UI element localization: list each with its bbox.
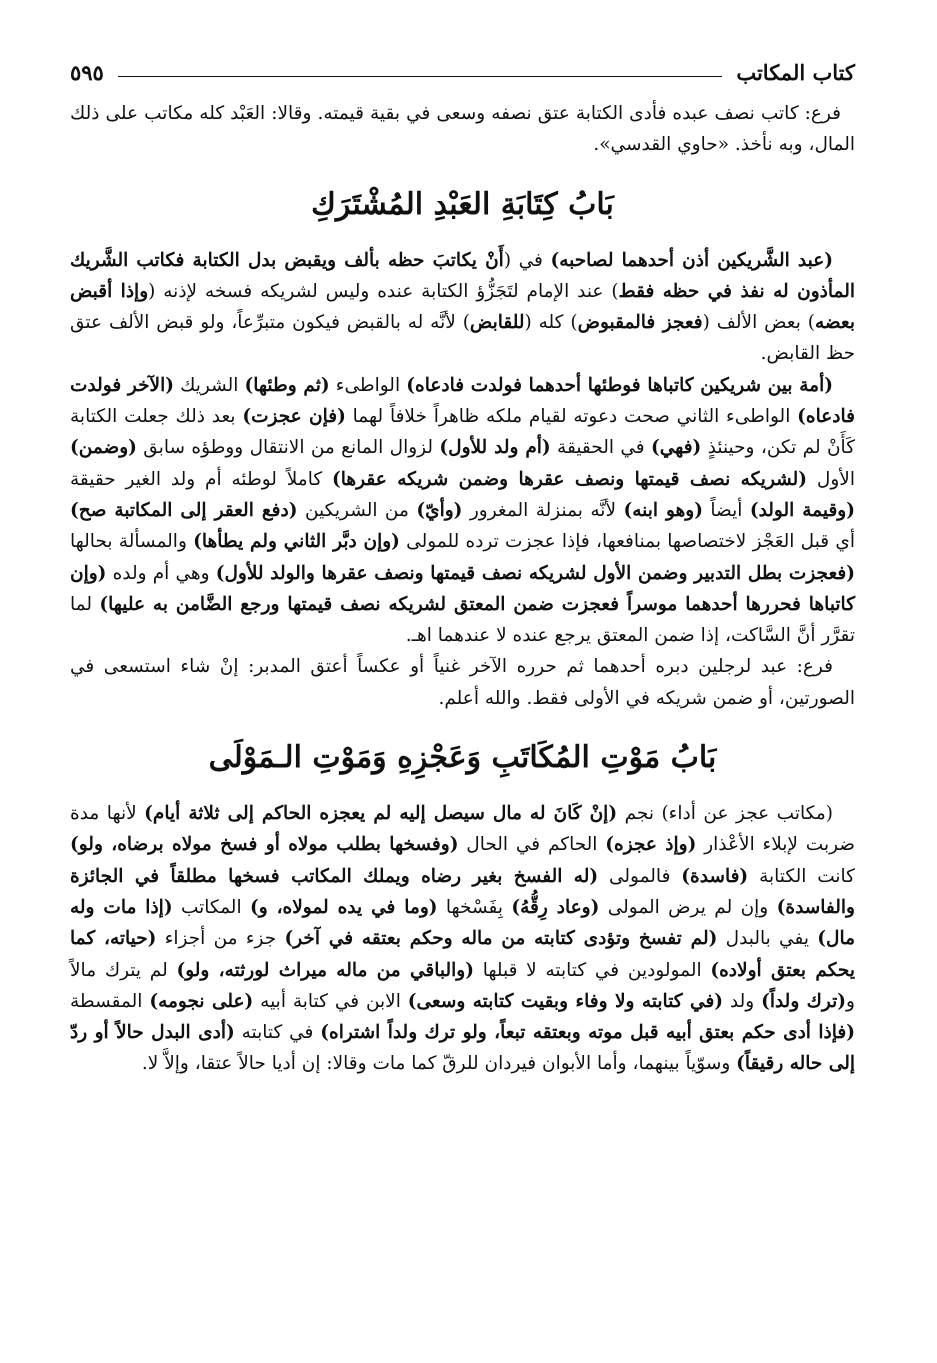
bold-text-run: (وقيمة الولد) bbox=[749, 499, 855, 521]
section1-note: فرع: عبد لرجلين دبره أحدهما ثم حرره الآخر غنياً أو عكساً أعتق المدبر: إنْ شاء استسعى في الصورتين، أو ضمن شريكه في الأولى فقط. والله أعلم. bbox=[70, 656, 855, 709]
book-title: كتاب المكاتب bbox=[736, 59, 855, 85]
bold-text-run: أَنْ يكاتبَ حظه بألف ويقبض بدل الكتابة فكاتب الشَّريك المأذون له نفذ في حظه فقط bbox=[70, 249, 855, 302]
bold-text-run: (في كتابته ولا وفاء وبقيت كتابته وسعى) bbox=[407, 990, 724, 1012]
page-number: ٥٩٥ bbox=[70, 59, 104, 85]
text-run: الشريك bbox=[173, 374, 245, 396]
bold-text-run: (حياته، كما يحكم بعتق أولاده) bbox=[70, 928, 855, 981]
text-run: من الشريكين bbox=[297, 499, 417, 521]
bold-text-run: (عبد الشَّريكين أذن أحدهما لصاحبه) bbox=[550, 249, 833, 271]
section2-paragraph-1 bbox=[70, 798, 855, 1080]
text-run: الحاكم في الحال bbox=[458, 834, 606, 856]
text-run: بعد ذلك جعلت الكتابة كَأَنْ لم تكن، وحينئذٍ bbox=[70, 406, 855, 459]
text-run: ) كله ( bbox=[524, 312, 578, 334]
text-run: كانت الكتابة bbox=[748, 865, 855, 887]
section1-paragraph-2 bbox=[70, 370, 855, 652]
bold-text-run: للقابض bbox=[469, 312, 525, 334]
bold-text-run: (إنْ كَانَ له مال سيصل إليه لم يعجزه الحاكم إلى ثلاثة أيام) bbox=[144, 803, 618, 825]
running-head bbox=[70, 52, 855, 92]
text-run: أي قبل العَجْز لاختصاصها بمنافعها، فإذا عجزت ترده للمولى bbox=[399, 531, 855, 553]
bold-text-run: (وأيّ) bbox=[416, 499, 463, 521]
text-run: لم يترك مالاً و bbox=[70, 959, 855, 1012]
bold-text-run: (فإذا أدى حكم بعتق أبيه قبل موته وبعتقه تبعاً، ولو ترك ولداً اشتراه) bbox=[320, 1022, 855, 1044]
text-run: ولد bbox=[723, 990, 762, 1012]
bold-text-run: (فاسدة) bbox=[681, 865, 749, 887]
bold-text-run: (لم تفسخ وتؤدى كتابته من ماله وحكم بعتقه في آخر) bbox=[284, 928, 718, 950]
bold-text-run: (أدى البدل حالاً أو ردّ إلى حاله رقيقاً) bbox=[70, 1022, 855, 1075]
text-run: المولودين في كتابته لا قبلها bbox=[473, 959, 711, 981]
text-run: المكاتب bbox=[172, 896, 250, 918]
bold-text-run: (أمة بين شريكين كاتباها فوطئها أحدهما فولدت فادعاه) bbox=[406, 374, 833, 396]
section1-paragraph-1 bbox=[70, 245, 855, 370]
bold-text-run: (له الفسخ بغير رضاه ويملك المكاتب فسخها مطلقاً في الجائزة والفاسدة) bbox=[70, 865, 855, 918]
bold-text-run: (فإن عجزت) bbox=[242, 406, 346, 428]
intro-note: فرع: كاتب نصف عبده فأدى الكتابة عتق نصفه وسعى في بقية قيمته. وقالا: العَبْد كله مكاتب على ذلك المال، وبه نأخذ. «حاوي القدسي». bbox=[70, 103, 855, 156]
text-run: جزء من أجزاء bbox=[156, 928, 285, 950]
text-run: وهي أم ولده bbox=[106, 562, 216, 584]
text-run: يفي بالبدل bbox=[717, 928, 818, 950]
text-run: (مكاتب عجز عن أداء) bbox=[661, 803, 833, 825]
bold-text-run: (الآخر فولدت فادعاه) bbox=[70, 374, 855, 428]
bold-text-run: وإذا أقبض بعضه bbox=[70, 280, 855, 334]
bold-text-run: (دفع العقر إلى المكاتبة صح) bbox=[70, 499, 298, 521]
text-run: وسوّياً بينهما، وأما الأبوان فيردان للرقّ كما مات وقالا: إن أديا حالاً عتقا، وإلاَّ لا. bbox=[141, 1053, 737, 1075]
bold-text-run: (فعجزت بطل التدبير وضمن الأول لشريكه نصف قيمتها ونصف عقرها والولد للأول) bbox=[215, 562, 855, 584]
bold-text-run: (فهي) bbox=[651, 437, 702, 459]
page-content bbox=[70, 98, 855, 1080]
text-run: أيضاً bbox=[702, 499, 750, 521]
text-run: لزوال المانع من الانتقال ووطؤه سابق bbox=[136, 437, 440, 459]
bold-text-run: (أم ولد للأول) bbox=[439, 437, 551, 459]
bold-text-run: (وإذ عجزه) bbox=[605, 834, 697, 856]
text-run: وإن لم يرض المولى bbox=[599, 896, 777, 918]
text-run: الواطىء bbox=[329, 374, 407, 396]
text-run: والمسألة بحالها bbox=[70, 531, 194, 553]
text-run: كاملاً لوطئه أم ولد الغير حقيقة bbox=[70, 468, 333, 490]
bold-text-run: (وفسخها بطلب مولاه أو فسخ مولاه برضاه، ولو) bbox=[70, 834, 459, 856]
bold-text-run: (وإن كاتباها فحررها أحدهما موسراً فعجزت ضمن المعتق لشريكه نصف قيمتها ورجع الضَّامن به عليها) bbox=[70, 562, 855, 615]
section-heading-shared-slave: بَابُ كِتَابَةِ العَبْدِ المُشْتَرَكِ bbox=[311, 186, 614, 222]
bold-text-run: (إذا مات وله مال) bbox=[70, 896, 856, 950]
text-run: بِفَسْخها bbox=[437, 896, 512, 918]
text-run: ) عند الإمام لتَجَزُّؤ الكتابة عنده وليس لشريكه فسخه لإذنه ( bbox=[148, 280, 619, 302]
bold-text-run: (ترك ولداً) bbox=[761, 990, 847, 1012]
bold-text-run: (على نجومه) bbox=[149, 990, 254, 1012]
bold-text-run: (ثم وطئها) bbox=[244, 374, 330, 396]
text-run: المقسطة bbox=[70, 990, 150, 1012]
text-run: الواطىء الثاني صحت دعوته لقيام ملكه ظاهراً خلافاً لهما bbox=[345, 406, 798, 428]
header-rule bbox=[118, 76, 723, 77]
text-run: الأول bbox=[807, 468, 855, 490]
bold-text-run: (وضمن) bbox=[70, 437, 137, 459]
text-run: الابن في كتابة أبيه bbox=[253, 990, 408, 1012]
bold-text-run: (والباقي من ماله ميراث لورثته، ولو) bbox=[176, 959, 474, 981]
bold-text-run: (وما في يده لمولاه، و) bbox=[249, 896, 438, 918]
text-run: ) لأنَّه له بالقبض فيكون متبرِّعاً، ولو قبض الألف عتق حظ القابض. bbox=[70, 312, 855, 365]
text-run: في كتابته bbox=[234, 1022, 321, 1044]
text-run: في ( bbox=[503, 249, 551, 271]
text-run: نجم bbox=[617, 803, 662, 825]
text-run: ) بعض الألف ( bbox=[702, 312, 815, 334]
text-run: في الحقيقة bbox=[550, 437, 651, 459]
text-run: لأنها مدة ضربت لإبلاء الأعْذار bbox=[70, 803, 856, 856]
bold-text-run: فعجز فالمقبوض bbox=[577, 312, 703, 334]
bold-text-run: (وإن دبَّر الثاني ولم يطأها) bbox=[193, 531, 400, 553]
bold-text-run: (لشريكه نصف قيمتها ونصف عقرها وضمن شريكه عقرها) bbox=[332, 468, 808, 490]
bold-text-run: (وعاد رِقُّهُ) bbox=[511, 896, 600, 918]
text-run: فالمولى bbox=[598, 865, 682, 887]
bold-text-run: (وهو ابنه) bbox=[623, 499, 703, 521]
text-run: لأنَّه بمنزلة المغرور bbox=[462, 499, 624, 521]
text-run: لما تقرَّر أنَّ السَّاكت، إذا ضمن المعتق يرجع عنده لا عندهما اهـ. bbox=[70, 593, 855, 647]
section-heading-death-of-mukatab: بَابُ مَوْتِ المُكَاتَبِ وَعَجْزِهِ وَمَوْتِ الـمَوْلَى bbox=[208, 740, 717, 776]
